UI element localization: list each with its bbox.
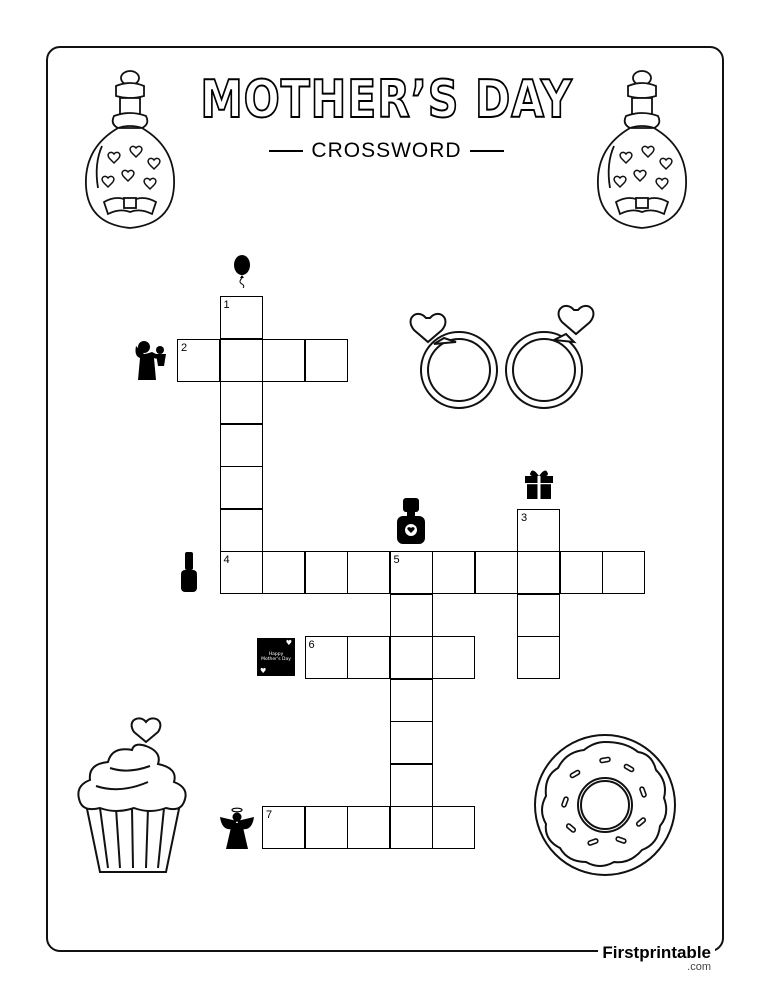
- crossword-cell[interactable]: [305, 636, 348, 679]
- crossword-cell[interactable]: [432, 636, 475, 679]
- crossword-cell[interactable]: [220, 509, 263, 552]
- crossword-cell[interactable]: [220, 551, 263, 594]
- page-title: MOTHER’S DAY: [200, 70, 573, 130]
- crossword-cell[interactable]: [262, 551, 305, 594]
- crossword-cell[interactable]: [390, 551, 433, 594]
- crossword-cell[interactable]: [390, 594, 433, 637]
- crossword-cell[interactable]: [305, 339, 348, 382]
- clue-number: 5: [393, 554, 400, 566]
- crossword-cell[interactable]: [347, 636, 390, 679]
- card-text-line2: Mother's Day: [261, 657, 291, 662]
- clue-number: 3: [521, 511, 528, 524]
- card-text-line1: Happy: [268, 652, 284, 657]
- crossword-cell[interactable]: [347, 551, 390, 594]
- crossword-cell[interactable]: [432, 551, 475, 594]
- crossword-cell[interactable]: [220, 424, 263, 467]
- crossword-cell[interactable]: [347, 806, 390, 849]
- clue-number: 4: [223, 554, 230, 566]
- clue-number: 2: [181, 341, 188, 354]
- crossword-cell[interactable]: [390, 636, 433, 679]
- crossword-cell[interactable]: [220, 296, 263, 339]
- crossword-cell[interactable]: [305, 806, 348, 849]
- crossword-cell[interactable]: [305, 551, 348, 594]
- crossword-cell[interactable]: [517, 509, 560, 552]
- subtitle-text: CROSSWORD: [311, 139, 462, 162]
- crossword-cell[interactable]: [475, 551, 518, 594]
- crossword-cell[interactable]: [262, 339, 305, 382]
- crossword-cell[interactable]: [390, 806, 433, 849]
- brand-domain: .com: [687, 961, 711, 973]
- crossword-cell[interactable]: [602, 551, 645, 594]
- branding: [598, 943, 715, 973]
- clue-number: 6: [308, 639, 315, 651]
- crossword-cell[interactable]: [390, 679, 433, 722]
- clue-number: 7: [266, 809, 273, 821]
- crossword-cell[interactable]: [560, 551, 603, 594]
- crossword-cell[interactable]: [432, 806, 475, 849]
- crossword-cell[interactable]: [390, 764, 433, 807]
- card-heart-top-icon: ♥: [285, 639, 292, 647]
- crossword-cell[interactable]: [517, 636, 560, 679]
- crossword-cell[interactable]: [517, 551, 560, 594]
- clue-number: 1: [223, 299, 230, 311]
- crossword-cell[interactable]: [220, 339, 263, 382]
- card-heart-bottom-icon: ♥: [260, 667, 267, 675]
- crossword-cell[interactable]: [220, 381, 263, 424]
- crossword-cell[interactable]: [177, 339, 220, 382]
- crossword-cell[interactable]: [390, 721, 433, 764]
- crossword-cell[interactable]: [220, 466, 263, 509]
- crossword-cell[interactable]: [262, 806, 305, 849]
- crossword-cell[interactable]: [517, 594, 560, 637]
- brand-name: Firstprintable: [602, 943, 711, 962]
